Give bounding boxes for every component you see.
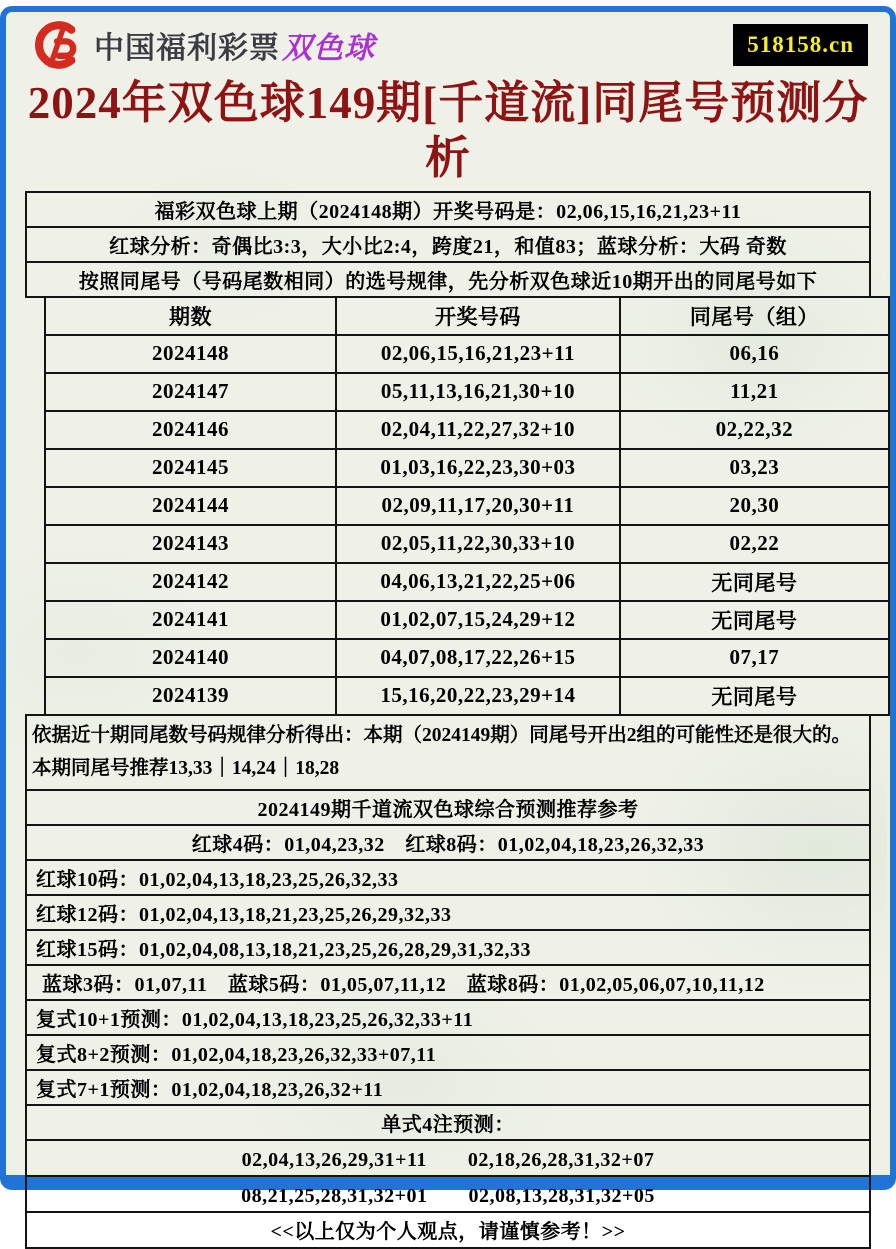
intro-row-analysis: 红球分析：奇偶比3:3，大小比2:4，跨度21，和值83；蓝球分析：大码 奇数 — [25, 226, 871, 263]
fushi-10-1-row: 复式10+1预测：01,02,04,13,18,23,25,26,32,33+11 — [25, 999, 871, 1036]
cell-tails: 06,16 — [620, 335, 889, 373]
table-row — [45, 335, 889, 373]
danshi-row-2: 08,21,25,28,31,32+01 02,08,13,28,31,32+05 — [25, 1175, 871, 1213]
brand-text — [94, 23, 375, 67]
history-table-header-row — [45, 297, 889, 335]
content-stack — [25, 191, 871, 1249]
cell-period: 2024145 — [45, 449, 336, 487]
cell-period: 2024147 — [45, 373, 336, 411]
cell-period: 2024140 — [45, 639, 336, 677]
cell-numbers: 04,07,08,17,22,26+15 — [336, 639, 620, 677]
col-header-tails: 同尾号（组） — [620, 297, 889, 335]
table-row — [45, 411, 889, 449]
table-row — [45, 525, 889, 563]
col-header-period: 期数 — [45, 297, 336, 335]
cell-period: 2024144 — [45, 487, 336, 525]
cell-period: 2024142 — [45, 563, 336, 601]
table-row — [45, 601, 889, 639]
brand-text-ssq: 双色球 — [282, 32, 375, 65]
cell-tails: 无同尾号 — [620, 601, 889, 639]
cell-tails: 20,30 — [620, 487, 889, 525]
cell-period: 2024143 — [45, 525, 336, 563]
table-row — [45, 373, 889, 411]
cell-numbers: 15,16,20,22,23,29+14 — [336, 677, 620, 715]
disclaimer-footer: <<以上仅为个人观点，请谨慎参考！>> — [25, 1211, 871, 1249]
red15-row: 红球15码：01,02,04,08,13,18,21,23,25,26,28,29,31,32,33 — [25, 929, 871, 966]
fushi-7-1-row: 复式7+1预测：01,02,04,18,23,26,32+11 — [25, 1069, 871, 1106]
cell-period: 2024141 — [45, 601, 336, 639]
intro-row-rule: 按照同尾号（号码尾数相同）的选号规律，先分析双色球近10期开出的同尾号如下 — [25, 261, 871, 298]
brand-text-cwl: 中国福利彩票 — [94, 32, 280, 65]
cell-tails: 11,21 — [620, 373, 889, 411]
cell-tails: 03,23 — [620, 449, 889, 487]
red4-red8-row: 红球4码：01,04,23,32 红球8码：01,02,04,18,23,26,32,33 — [25, 824, 871, 861]
table-row — [45, 487, 889, 525]
cell-tails: 02,22,32 — [620, 411, 889, 449]
cell-tails: 07,17 — [620, 639, 889, 677]
table-row — [45, 677, 889, 715]
cell-tails: 02,22 — [620, 525, 889, 563]
intro-row-last-draw: 福彩双色球上期（2024148期）开奖号码是：02,06,15,16,21,23+11 — [25, 191, 871, 228]
cell-numbers: 01,02,07,15,24,29+12 — [336, 601, 620, 639]
cell-numbers: 02,05,11,22,30,33+10 — [336, 525, 620, 563]
cell-tails: 无同尾号 — [620, 563, 889, 601]
cell-tails: 无同尾号 — [620, 677, 889, 715]
site-domain-badge: 518158.cn — [733, 24, 868, 66]
page-title: 2024年双色球149期[千道流]同尾号预测分析 — [27, 78, 869, 184]
fushi-8-2-row: 复式8+2预测：01,02,04,18,23,26,32,33+07,11 — [25, 1034, 871, 1071]
site-logo — [30, 18, 375, 72]
blue3-5-8-row: 蓝球3码：01,07,11 蓝球5码：01,05,07,11,12 蓝球8码：01,02,05,06,07,10,11,12 — [25, 964, 871, 1001]
cell-period: 2024148 — [45, 335, 336, 373]
cell-period: 2024139 — [45, 677, 336, 715]
table-row — [45, 563, 889, 601]
red12-row: 红球12码：01,02,04,13,18,21,23,25,26,29,32,33 — [25, 894, 871, 931]
history-table — [44, 296, 890, 716]
cell-numbers: 02,09,11,17,20,30+11 — [336, 487, 620, 525]
table-row — [45, 449, 889, 487]
col-header-numbers: 开奖号码 — [336, 297, 620, 335]
danshi-row-1: 02,04,13,26,29,31+11 02,18,26,28,31,32+07 — [25, 1139, 871, 1177]
cell-numbers: 05,11,13,16,21,30+10 — [336, 373, 620, 411]
china-welfare-lottery-logo-icon — [30, 18, 84, 72]
tail-analysis-paragraph: 依据近十期同尾数号码规律分析得出：本期（2024149期）同尾号开出2组的可能性还是很大的。本期同尾号推荐13,33｜14,24｜18,28 — [25, 714, 871, 791]
cell-numbers: 01,03,16,22,23,30+03 — [336, 449, 620, 487]
danshi-heading: 单式4注预测： — [25, 1104, 871, 1141]
red10-row: 红球10码：01,02,04,13,18,23,25,26,32,33 — [25, 859, 871, 896]
table-row — [45, 639, 889, 677]
page-frame — [0, 6, 896, 1244]
cell-numbers: 04,06,13,21,22,25+06 — [336, 563, 620, 601]
cell-period: 2024146 — [45, 411, 336, 449]
prediction-heading: 2024149期千道流双色球综合预测推荐参考 — [25, 789, 871, 826]
cell-numbers: 02,04,11,22,27,32+10 — [336, 411, 620, 449]
cell-numbers: 02,06,15,16,21,23+11 — [336, 335, 620, 373]
site-header — [6, 12, 890, 74]
